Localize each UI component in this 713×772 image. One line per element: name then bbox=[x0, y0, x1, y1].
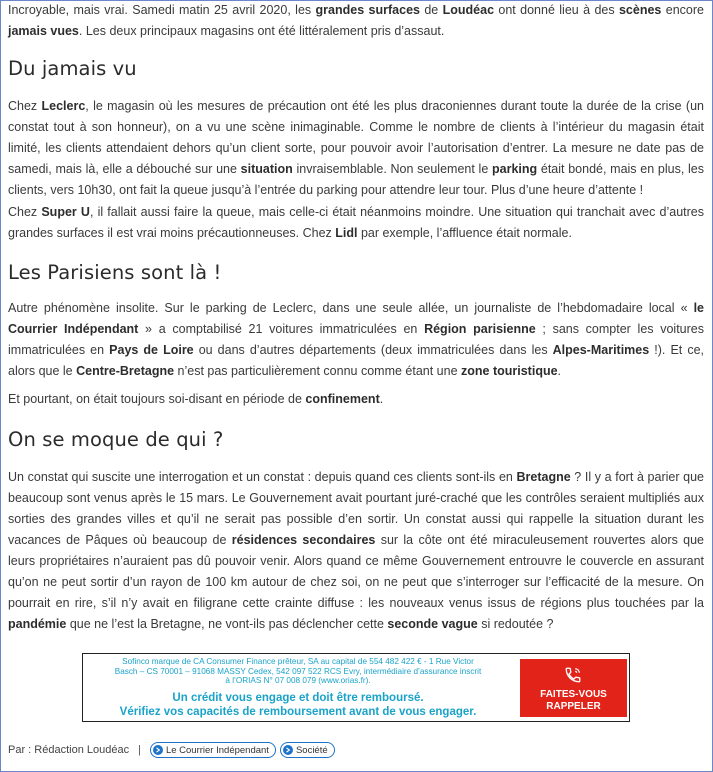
emphasis-text: Leclerc bbox=[41, 99, 86, 113]
tag-societe[interactable] bbox=[280, 742, 335, 758]
emphasis-text: scènes bbox=[618, 3, 662, 17]
ad-legal-line: à l’ORIAS N° 07 008 079 (www.orias.fr). bbox=[225, 676, 371, 686]
emphasis-text: Bretagne bbox=[516, 470, 571, 484]
heading-les-parisiens: Les Parisiens sont là ! bbox=[8, 261, 222, 284]
text-run: . Les deux principaux magasins ont été littéralement pris d’assaut. bbox=[78, 24, 445, 38]
text-run: . bbox=[557, 364, 562, 378]
emphasis-text: confinement bbox=[305, 392, 380, 406]
emphasis-text: le Courrier Indépendant bbox=[8, 301, 704, 336]
emphasis-text: situation bbox=[240, 162, 293, 176]
ad-legal-line: Basch – CS 70001 – 91068 MASSY Cedex, 542 097 522 RCS Evry, intermédiaire d’assurance inscrit bbox=[114, 666, 482, 676]
advertisement-banner[interactable] bbox=[82, 653, 630, 722]
callback-label-line: RAPPELER bbox=[546, 701, 601, 712]
emphasis-text: Loudéac bbox=[442, 3, 495, 17]
emphasis-text: Région parisienne bbox=[424, 322, 536, 336]
text-run: invraisemblable. Non seulement le bbox=[292, 162, 492, 176]
text-run: » a comptabilisé 21 voitures immatriculées en bbox=[138, 322, 425, 336]
text-run: par exemple, l’affluence était normale. bbox=[357, 226, 572, 240]
emphasis-text: Centre-Bretagne bbox=[76, 364, 175, 378]
text-run: ; sans compter les voitures immatriculées en bbox=[8, 322, 704, 357]
emphasis-text: résidences secondaires bbox=[231, 533, 376, 547]
emphasis-text: Lidl bbox=[335, 226, 358, 240]
byline-separator: | bbox=[138, 744, 141, 756]
paragraph-parking bbox=[8, 298, 704, 382]
text-run: ont donné lieu à des bbox=[494, 3, 619, 17]
heading-on-se-moque: On se moque de qui ? bbox=[8, 428, 224, 451]
heading-du-jamais-vu: Du jamais vu bbox=[8, 57, 137, 80]
article-footer bbox=[8, 740, 704, 760]
emphasis-text: pandémie bbox=[8, 617, 67, 631]
text-run: sur la côte ont été miraculeusement rouvertes alors que leurs propriétaires n’auraient pas dû pouvoir venir. Alors quand ce même Gouvernement entrouvre le couvercle en assurant qu’on ne peut sortir d’un rayon de 100 km autour de chez soi, on ne peut que s’interroger sur l’efficacité de la mesure. On pourrait en rire, s’il n’y avait en filigrane cette crainte diffuse : les nouveaux venus issus de régions plus touchées par la bbox=[8, 533, 705, 610]
emphasis-text: seconde vague bbox=[387, 617, 478, 631]
text-run: . bbox=[379, 392, 384, 406]
ad-legal-text bbox=[87, 657, 509, 686]
emphasis-text: Pays de Loire bbox=[109, 343, 194, 357]
paragraph-leclerc bbox=[8, 96, 704, 201]
text-run: n’est pas particulièrement connu comme étant une bbox=[174, 364, 462, 378]
emphasis-text: jamais vues bbox=[8, 24, 79, 38]
text-run: Un constat qui suscite une interrogation et un constat : depuis quand ces clients sont-ils en bbox=[8, 470, 517, 484]
arrow-right-icon bbox=[153, 745, 163, 755]
text-run: était bondé, mais en plus, les clients, vers 10h30, ont fait la queue jusqu’à l’entrée du parking pour attendre leur tour. Plus d’une heure d’attente ! bbox=[8, 162, 704, 197]
emphasis-text: parking bbox=[492, 162, 538, 176]
text-run: si redoutée ? bbox=[477, 617, 554, 631]
emphasis-text: Super U bbox=[41, 205, 90, 219]
text-run: Chez bbox=[8, 99, 42, 113]
text-run: Autre phénomène insolite. Sur le parking de Leclerc, dans une seule allée, un journaliste de l’hebdomadaire local « bbox=[8, 301, 694, 315]
tag-label: Société bbox=[295, 744, 328, 756]
ad-legal-line: Sofinco marque de CA Consumer Finance prêteur, SA au capital de 554 482 422 € - 1 Rue Victor bbox=[122, 657, 474, 666]
emphasis-text: grandes surfaces bbox=[315, 3, 420, 17]
text-run: Incroyable, mais vrai. Samedi matin 25 avril 2020, les bbox=[8, 3, 316, 17]
text-run: que ne l’est la Bretagne, ne vont-ils pas déclencher cette bbox=[66, 617, 388, 631]
callback-button[interactable] bbox=[520, 659, 627, 717]
text-run: Chez bbox=[8, 205, 42, 219]
tag-label: Le Courrier Indépendant bbox=[165, 744, 269, 756]
emphasis-text: zone touristique bbox=[461, 364, 558, 378]
emphasis-text: Alpes-Maritimes bbox=[552, 343, 650, 357]
ad-slogan-line: Vérifiez vos capacités de remboursement avant de vous engager. bbox=[119, 705, 477, 718]
callback-label-line: FAITES-VOUS bbox=[540, 689, 607, 700]
text-run: !). Et ce, alors que le bbox=[8, 343, 705, 378]
phone-icon bbox=[564, 666, 582, 684]
text-run: encore bbox=[661, 3, 704, 17]
text-run: ? Il y a fort à parier que beaucoup sont venus après le 15 mars. Le Gouvernement avait pourtant juré-craché que les contrôles seraient multipliés aux sorties des grandes villes et qu’il ne serait pas possible d’en sortir. Un constat aussi qui rappelle la situation durant les vacances de Pâques où beaucoup de bbox=[8, 470, 704, 547]
text-run: ou dans d’autres départements (deux immatriculées dans les bbox=[193, 343, 553, 357]
paragraph-super-u bbox=[8, 202, 704, 244]
text-run: , le magasin où les mesures de précaution ont été les plus draconiennes durant toute la durée de la crise (un constat tout à son honneur), on a vu une scène inimaginable. Comme le nombre de clients à l’intérieur du magasin était limité, les clients attendaient dehors qu’un client sorte, pour pouvoir avoir l’autorisation d’entrer. La mesure ne date pas de samedi, mais là, elle a débouché sur une bbox=[8, 99, 704, 176]
tag-le-courrier-independant[interactable] bbox=[150, 742, 276, 758]
paragraph-intro bbox=[8, 0, 704, 42]
paragraph-constat bbox=[8, 467, 704, 635]
paragraph-confinement bbox=[8, 389, 704, 410]
ad-slogan bbox=[87, 692, 509, 719]
byline: Par : Rédaction Loudéac bbox=[8, 744, 130, 756]
ad-slogan-line: Un crédit vous engage et doit être remboursé. bbox=[172, 692, 424, 704]
text-run: , il fallait aussi faire la queue, mais celle-ci était néanmoins moindre. Une situation qui tranchait avec d’autres grandes surfaces il est vrai moins précautionneuses. Chez bbox=[8, 205, 704, 240]
text-run: de bbox=[419, 3, 443, 17]
text-run: Et pourtant, on était toujours soi-disant en période de bbox=[8, 392, 306, 406]
callback-button-label bbox=[520, 689, 627, 713]
arrow-right-icon bbox=[283, 745, 293, 755]
